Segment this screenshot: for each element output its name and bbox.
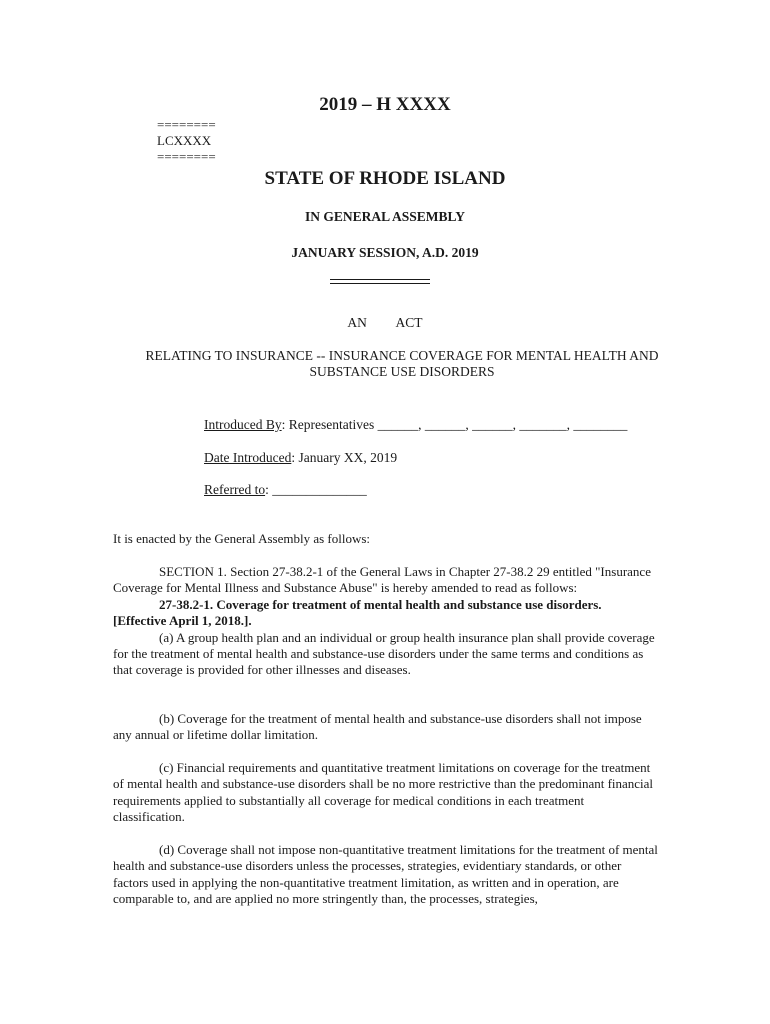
paragraph-a: (a) A group health plan and an individual or group health insurance plan shall provide coverage for the treatment of mental health and substance-use disorders under the same terms and conditions as that coverage is provided for other illnesses and diseases. xyxy=(113,629,655,678)
paragraph-d: (d) Coverage shall not impose non-quantitative treatment limitations for the treatment of mental health and substance-use disorders unless the processes, strategies, evidentiary standards, or other factors used in applying the non-quantitative treatment limitation, as written and in operation, are comparable to, and are applied no more stringently than, the processes, strategies, xyxy=(113,842,658,907)
paragraph-c-block xyxy=(113,760,658,826)
enacting-clause: It is enacted by the General Assembly as follows: xyxy=(113,531,371,546)
lc-number: LCXXXX xyxy=(157,133,212,148)
section-1-text: SECTION 1. Section 27-38.2-1 of the General Laws in Chapter 27-38.2 29 entitled "Insurance Coverage for Mental Illness and Substance Abuse" is hereby amended to read as follows: xyxy=(113,564,651,596)
relating-clause: RELATING TO INSURANCE -- INSURANCE COVERAGE FOR MENTAL HEALTH AND SUBSTANCE USE DISORDERS xyxy=(145,348,659,379)
double-rule-divider xyxy=(330,279,430,284)
assembly-title: IN GENERAL ASSEMBLY xyxy=(304,209,466,224)
date-introduced-label: Date Introduced xyxy=(204,450,292,465)
paragraph-b-block xyxy=(113,711,658,744)
paragraph-d-block xyxy=(113,842,658,908)
session-title: JANUARY SESSION, A.D. 2019 xyxy=(291,245,479,260)
referred-to-label: Referred to xyxy=(204,482,266,497)
bill-number: 2019 – H XXXX xyxy=(319,94,451,115)
referred-to-value: : ______________ xyxy=(265,482,367,497)
state-title: STATE OF RHODE ISLAND xyxy=(264,168,506,189)
section-1-block xyxy=(113,564,658,679)
introduced-by-label: Introduced By xyxy=(204,417,282,432)
separator-bottom: ======== xyxy=(157,149,216,164)
paragraph-c: (c) Financial requirements and quantitative treatment limitations on coverage for the treatment of mental health and substance-use disorders shall be no more restrictive than the predominant financial requirements applied to substantially all coverage for medical conditions in each treatment classification. xyxy=(113,760,654,825)
act-title: AN ACT xyxy=(347,315,423,330)
separator-top: ======== xyxy=(157,117,216,132)
section-heading: 27-38.2-1. Coverage for treatment of mental health and substance use disorders. [Effective April 1, 2018.]. xyxy=(113,596,602,629)
date-introduced-value: : January XX, 2019 xyxy=(291,450,398,465)
lc-number-block xyxy=(157,117,216,165)
date-introduced-line xyxy=(204,450,397,466)
introduced-by-line xyxy=(204,417,627,433)
introduced-by-value: : Representatives ______, ______, ______, _______, ________ xyxy=(281,417,628,432)
referred-to-line xyxy=(204,482,367,498)
paragraph-b: (b) Coverage for the treatment of mental health and substance-use disorders shall not impose any annual or lifetime dollar limitation. xyxy=(113,711,642,743)
